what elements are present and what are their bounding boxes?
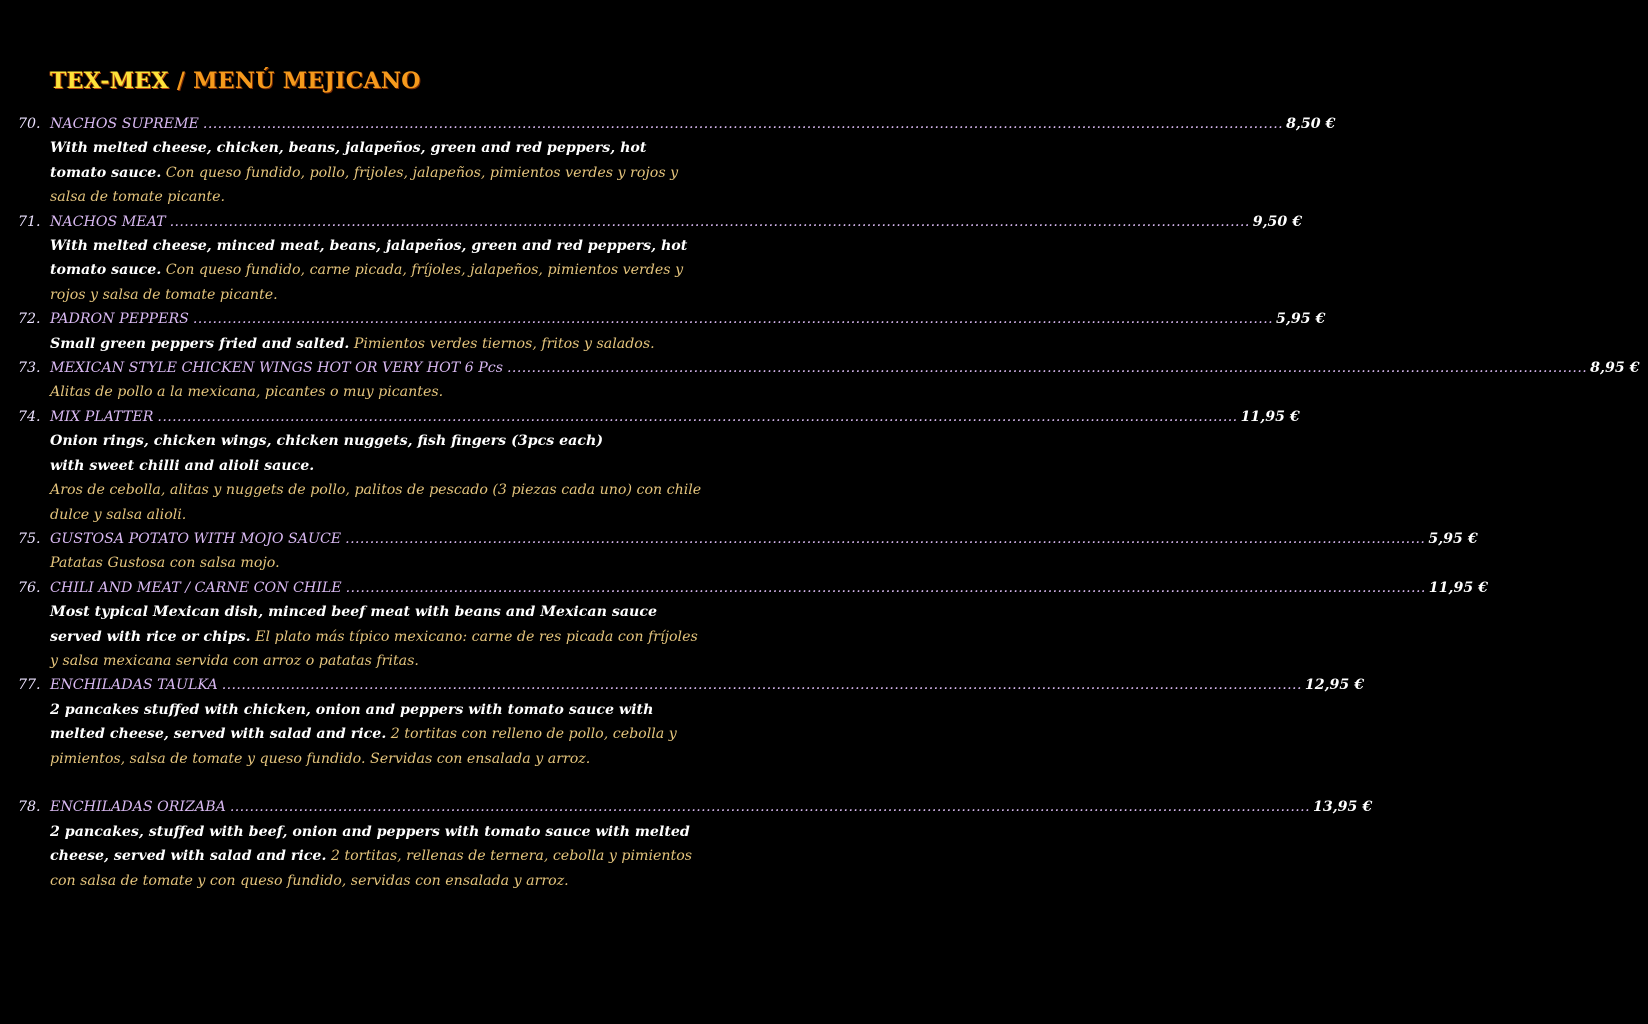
item-name: ENCHILADAS ORIZABA: [50, 799, 226, 816]
item-price: 13,95 €: [1312, 799, 1373, 816]
item-description: [18, 698, 702, 771]
desc-spanish: Con queso fundido, carne picada, fríjoles, jalapeños, pimientos verdes y rojos y salsa de tomate picante.: [50, 262, 684, 303]
desc-english-line: Onion rings, chicken wings, chicken nuggets, fish fingers (3pcs each): [50, 433, 604, 450]
page-title: [50, 68, 421, 94]
item-name: GUSTOSA POTATO WITH MOJO SAUCE: [50, 530, 342, 547]
dot-leader: ............................................................................................................................................................................................................................: [192, 311, 1274, 328]
desc-english: 2 pancakes, stuffed with beef, onion and peppers with tomato sauce with melted cheese, served with salad and rice.: [50, 823, 690, 865]
desc-spanish: Patatas Gustosa con salsa mojo.: [50, 555, 280, 572]
desc-english: 2 pancakes stuffed with chicken, onion and peppers with tomato sauce with melted cheese, served with salad and rice.: [50, 701, 654, 743]
menu-item-76: [18, 576, 1489, 674]
item-price: 5,95 €: [1276, 311, 1326, 328]
item-name: MIX PLATTER: [50, 408, 154, 425]
item-name: MEXICAN STYLE CHICKEN WINGS HOT OR VERY HOT 6 Pcs: [50, 360, 503, 377]
item-price: 5,95 €: [1428, 530, 1478, 547]
dot-leader: ............................................................................................................................................................................................................................: [229, 799, 1310, 816]
item-number: 75.: [18, 530, 41, 547]
desc-spanish: Pimientos verdes tiernos, fritos y salados.: [349, 335, 655, 352]
desc-english-line: served with rice or chips.: [50, 628, 251, 645]
desc-english: With melted cheese, chicken, beans, jalapeños, green and red peppers, hot tomato sauce.: [50, 140, 647, 181]
desc-english-line: with sweet chilli and alioli sauce.: [50, 457, 315, 474]
dot-leader: ............................................................................................................................................................................................................................: [221, 677, 1302, 694]
title-menu-mejicano: / MENÚ MEJICANO: [168, 68, 421, 94]
item-description: [18, 136, 702, 209]
item-number: 78.: [18, 799, 41, 816]
item-description: [18, 820, 702, 893]
item-price: 8,50 €: [1286, 116, 1336, 132]
desc-english-line: Most typical Mexican dish, minced beef meat with beans and Mexican sauce: [50, 604, 658, 621]
dot-leader: ............................................................................................................................................................................................................................: [202, 116, 1284, 132]
menu-item-70: [18, 112, 1336, 210]
desc-spanish: 2 tortitas, rellenas de ternera, cebolla y pimientos con salsa de tomate y con queso fundido, servidas con ensalada y arroz.: [50, 848, 693, 889]
menu-item-72: [18, 307, 1326, 356]
desc-english: With melted cheese, minced meat, beans, jalapeños, green and red peppers, hot tomato sauce.: [50, 238, 688, 279]
desc-spanish: Con queso fundido, pollo, frijoles, jalapeños, pimientos verdes y rojos y salsa de tomate picante.: [50, 164, 679, 206]
dot-leader: ............................................................................................................................................................................................................................: [169, 213, 1250, 230]
desc-spanish: El plato más típico mexicano: carne de res picada con fríjoles y salsa mexicana servida con arroz o patatas fritas.: [50, 628, 698, 669]
desc-spanish: Alitas de pollo a la mexicana, picantes o muy picantes.: [50, 384, 444, 401]
dot-leader: ............................................................................................................................................................................................................................: [157, 408, 1238, 425]
item-description: [18, 332, 702, 356]
menu-item-77: [18, 673, 1365, 771]
item-number: 71.: [18, 213, 41, 230]
item-number: 73.: [18, 360, 41, 377]
menu-item-73: [18, 356, 1640, 405]
item-name: ENCHILADAS TAULKA: [50, 677, 218, 694]
item-description: [18, 380, 702, 404]
title-tex-mex: TEX-MEX: [50, 68, 169, 94]
item-price: 9,50 €: [1252, 213, 1303, 230]
desc-spanish: 2 tortitas con relleno de pollo, cebolla y pimientos, salsa de tomate y queso fundido. Servidas con ensalada y arroz.: [50, 726, 677, 767]
item-description: [18, 551, 702, 575]
item-price: 8,95 €: [1590, 360, 1640, 377]
item-description: [18, 625, 702, 674]
item-name: PADRON PEPPERS: [50, 311, 189, 328]
menu-list: [18, 112, 1640, 893]
desc-spanish: Aros de cebolla, alitas y nuggets de pollo, palitos de pescado (3 piezas cada uno) con chile dulce y salsa alioli.: [50, 482, 702, 523]
item-description: [18, 234, 702, 307]
menu-item-74: [18, 405, 1300, 527]
item-name: NACHOS MEAT: [50, 213, 166, 230]
item-number: 70.: [18, 116, 41, 132]
item-number: 74.: [18, 408, 41, 425]
desc-english: Small green peppers fried and salted.: [50, 335, 350, 352]
menu-item-75: [18, 527, 1478, 576]
item-price: 11,95 €: [1428, 579, 1489, 596]
dot-leader: ............................................................................................................................................................................................................................: [345, 579, 1426, 596]
item-name: NACHOS SUPREME: [50, 116, 199, 132]
menu-item-71: [18, 210, 1303, 308]
dot-leader: ............................................................................................................................................................................................................................: [507, 360, 1588, 377]
item-number: 77.: [18, 677, 41, 694]
item-price: 12,95 €: [1304, 677, 1365, 694]
item-name: CHILI AND MEAT / CARNE CON CHILE: [50, 579, 342, 596]
dot-leader: ............................................................................................................................................................................................................................: [345, 530, 1426, 547]
item-number: 72.: [18, 311, 41, 328]
item-price: 11,95 €: [1240, 408, 1300, 425]
menu-item-78: [18, 795, 1373, 893]
item-number: 76.: [18, 579, 41, 596]
